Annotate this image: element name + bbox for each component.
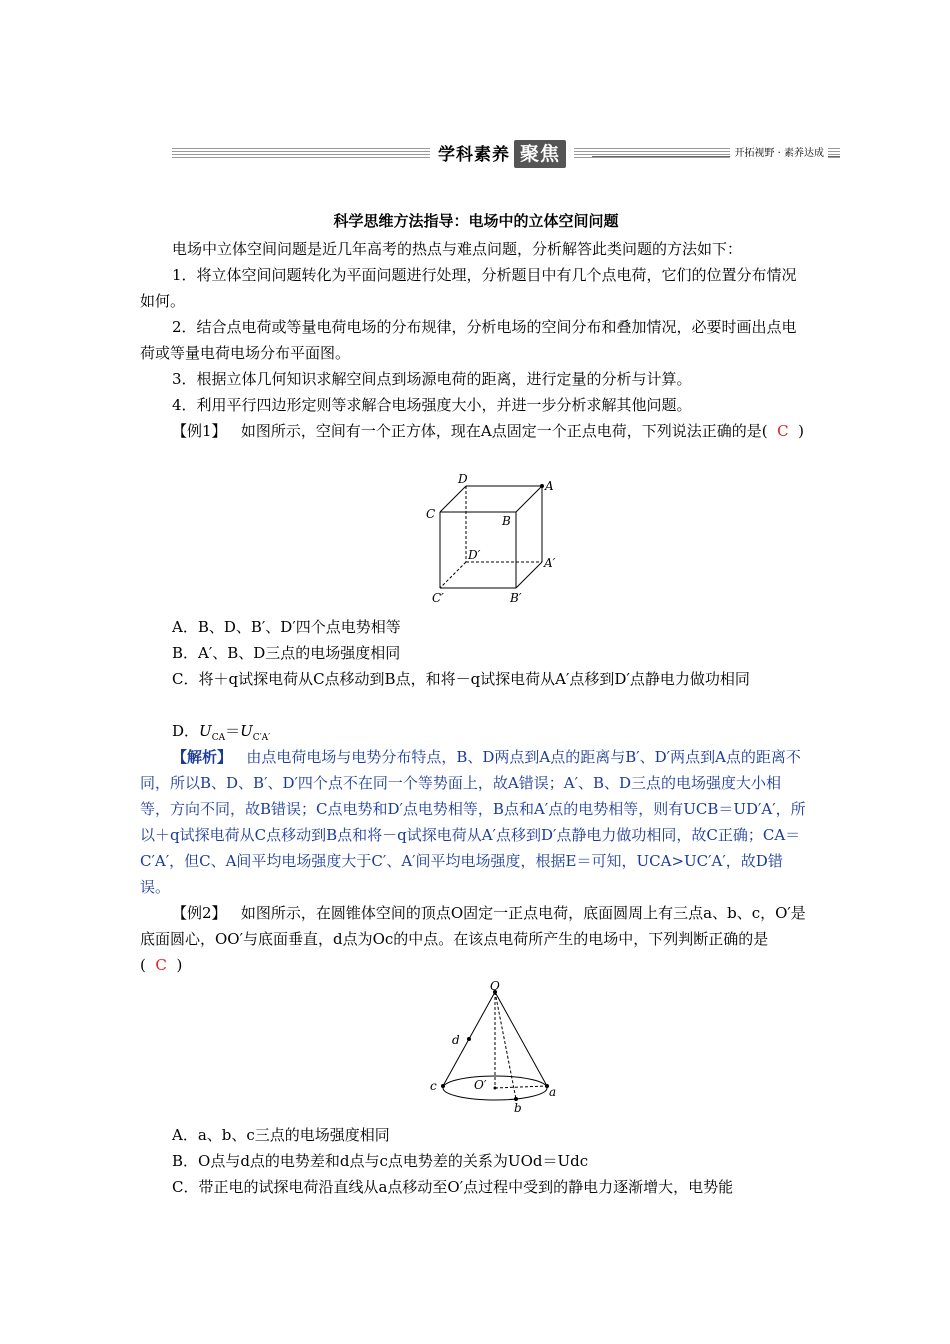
option-d-eq: ＝	[225, 722, 241, 740]
example-1-analysis	[140, 744, 810, 900]
cone-figure	[420, 980, 570, 1116]
example-1-option-a: A．B、D、B′、D′四个点电势相等	[172, 618, 401, 636]
banner-title-text: 学科素养	[438, 145, 510, 165]
option-d-u2: U	[240, 722, 253, 740]
banner-focus-text: 聚焦	[514, 140, 566, 168]
step-3: 3．根据立体几何知识求解空间点到场源电荷的距离，进行定量的分析与计算。	[172, 370, 692, 388]
charge-point-a	[540, 484, 544, 488]
example-2-option-c: C．带正电的试探电荷沿直线从a点移动至O′点过程中受到的静电力逐渐增大，电势能	[172, 1178, 734, 1196]
example-2-option-a: A．a、b、c三点的电场强度相同	[172, 1126, 390, 1144]
label-o: O	[490, 980, 500, 993]
example-1-option-c: C．将＋q试探电荷从C点移动到B点，和将－q试探电荷从A′点移到D′点静电力做功相同	[172, 670, 750, 688]
example-2-option-b: B．O点与d点的电势差和d点与c点电势差的关系为UOd＝Udc	[172, 1152, 589, 1170]
section-heading: 科学思维方法指导：电场中的立体空间问题	[333, 212, 619, 230]
label-a2: a	[549, 1085, 557, 1099]
label-d2: d	[452, 1033, 460, 1047]
example-1-question: 如图所示，空间有一个正方体，现在A点固定一个正点电荷，下列说法正确的是(	[240, 422, 768, 440]
option-d-u1: U	[199, 722, 212, 740]
label-c: C	[426, 507, 436, 521]
banner-slogan: 开拓视野 · 素养达成	[730, 146, 828, 162]
label-b: B	[502, 514, 511, 528]
example-1-answer: C	[777, 422, 789, 440]
label-d: D	[458, 472, 468, 486]
example-1-tag: 【例1】	[172, 422, 227, 440]
example-2-stem	[140, 900, 810, 978]
option-d-prefix: D．	[172, 722, 200, 740]
example-1-stem	[140, 418, 810, 444]
label-b-prime: B′	[510, 591, 522, 605]
example-1-option-b: B．A′、B、D三点的电场强度相同	[172, 644, 401, 662]
label-o-prime: O′	[474, 1078, 487, 1092]
analysis-tag: 【解析】	[172, 748, 233, 766]
label-d-prime: D′	[468, 548, 481, 562]
label-a: A	[545, 479, 554, 493]
step-1: 1．将立体空间问题转化为平面问题进行处理，分析题目中有几个点电荷，它们的位置分布情况如何。	[140, 266, 797, 310]
section-banner	[172, 140, 840, 170]
example-2-tag: 【例2】	[172, 904, 227, 922]
example-2-question: 如图所示，在圆锥体空间的顶点O固定一正点电荷，底面圆周上有三点a、b、c，O′是底面圆心，OO′与底面垂直，d点为Oc的中点。在该点电荷所产生的电场中，下列判断正确的是(	[140, 904, 806, 974]
example-2-answer: C	[155, 956, 167, 974]
label-b2: b	[514, 1101, 522, 1115]
point-o-prime	[494, 1087, 497, 1090]
banner-title	[430, 140, 574, 168]
label-c-prime: C′	[432, 591, 444, 605]
example-1-close: )	[798, 422, 804, 440]
intro-paragraph: 电场中立体空间问题是近几年高考的热点与难点问题，分析解答此类问题的方法如下：	[172, 240, 743, 258]
point-c	[441, 1084, 445, 1088]
cube-figure	[420, 472, 560, 608]
label-c2: c	[430, 1079, 437, 1093]
step-2: 2．结合点电荷或等量电荷电场的分布规律，分析电场的空间分布和叠加情况，必要时画出点电荷或等量电荷电场分布平面图。	[140, 318, 797, 362]
option-d-sub2: C′A′	[252, 733, 271, 743]
label-a-prime: A′	[544, 556, 556, 570]
step-4: 4．利用平行四边形定则等求解合电场强度大小，并进一步分析求解其他问题。	[172, 396, 692, 414]
example-2-close: )	[176, 956, 183, 974]
option-d-sub1: CA	[211, 733, 226, 743]
point-d	[467, 1037, 471, 1041]
analysis-text: 由点电荷电场与电势分布特点，B、D两点到A点的距离与B′、D′两点到A点的距离不同，所以B、D、B′、D′四个点不在同一个等势面上，故A错误；A′、B、D三点的电场强度大小相等，方向不同，故B错误；C点电势和D′点电势相等，B点和A′点的电势相等，则有UCB＝UD′A′，所以＋q试探电荷从C点移动到B点和将－q试探电荷从A′点移到D′点静电力做功相同，故C正确；CA＝C′A′，但C、A间平均电场强度大于C′、A′间平均电场强度，根据E＝可知，UCA>UC′A′，故D错误。	[140, 748, 806, 896]
